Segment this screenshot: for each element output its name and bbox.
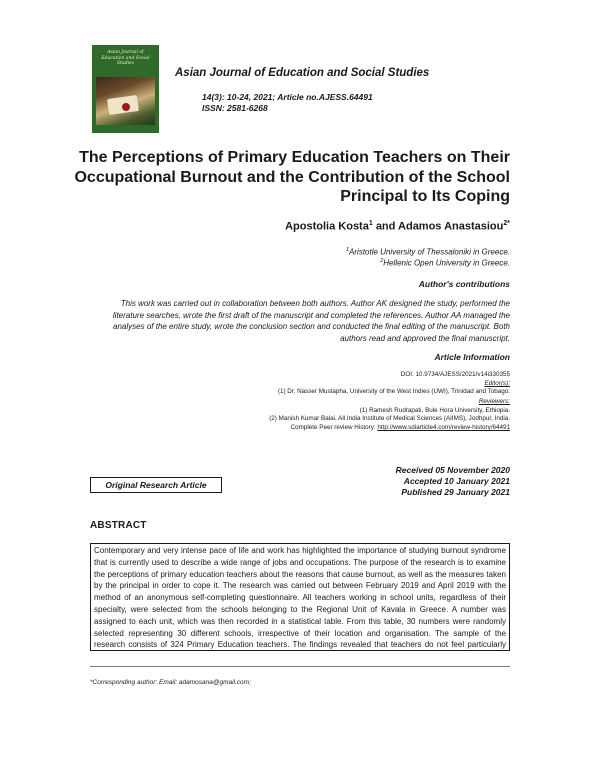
- reviewer-entry: (2) Manish Kumar Balai, All India Institute of Medical Sciences (AIIMS), Jodhpur, India.: [269, 415, 510, 422]
- editors-label: Editor(s):: [484, 380, 510, 387]
- abstract-text: Contemporary and very intense pace of life and work has highlighted the importance of studying burnout syndrome that is currently used to describe a wide range of jobs and occupations. The purpose of the research is to examine the perceptions of primary education teachers about the reasons that cause burnout, as well as the measures taken by the principal in order to cope it. The research was carried out between February 2019 and April 2019 with the method of an anonymous self-completing questionnaire. All teachers working in school units, regardless of their specialty, were selected from the schools belonging to the Regional Unit of Kavala in Greece. A number was assigned to each unit, which was then recorded in a statistical table. From this table, 30 numbers were randomly selected representing 30 different schools, irrespective of their location and organisation. The sample of the research consists of 324 Primary Education teachers. The findings revealed that teachers do not feel particularly: [94, 546, 506, 650]
- peer-review-prefix: Complete Peer review History:: [290, 424, 378, 431]
- author-superscript: 2*: [503, 220, 510, 227]
- corresponding-author-footnote: *Corresponding author: Email: adamosana@gmail.com;: [90, 679, 251, 686]
- author-superscript: 1: [368, 220, 373, 227]
- contributions-heading: Author's contributions: [418, 279, 510, 289]
- affiliation-text: Aristotle University of Thessaloniki in Greece.: [349, 247, 510, 257]
- article-type-badge: Original Research Article: [90, 477, 222, 493]
- author-name: Apostolia Kosta: [285, 220, 369, 233]
- peer-review-link[interactable]: http://www.sdiarticle4.com/review-history/64491: [377, 424, 510, 431]
- reviewers-label: Reviewers:: [478, 398, 510, 405]
- footnote-divider: [90, 666, 510, 667]
- affiliation-superscript: 2: [380, 258, 384, 264]
- article-info-heading: Article Information: [434, 352, 510, 362]
- cover-title: Asian Journal of Education and Social Studies: [101, 50, 150, 66]
- journal-name: Asian Journal of Education and Social Studies: [175, 67, 430, 79]
- affiliation: [346, 247, 510, 257]
- abstract-box: [90, 543, 510, 651]
- contributions-text: This work was carried out in collaboration between both authors. Author AK designed the study, performed the literature searches, wrote the first draft of the manuscript and completed the references. Author AA managed the analyses of the entire study, wrote the conclusion section and conducted the final editing of the manuscript. Both authors read and approved the final manuscript.: [112, 299, 510, 343]
- received-date: Received 05 November 2020: [395, 465, 510, 475]
- accepted-date: Accepted 10 January 2021: [403, 476, 510, 486]
- journal-cover-image: [92, 45, 159, 133]
- journal-issn: ISSN: 2581-6268: [202, 103, 268, 113]
- reviewer-entry: (1) Ramesh Rudrapati, Bule Hora University, Ethiopia.: [359, 407, 510, 414]
- affiliation-text: Hellenic Open University in Greece.: [383, 258, 510, 268]
- journal-citation: 14(3): 10-24, 2021; Article no.AJESS.64491: [202, 92, 373, 102]
- affiliation: [380, 258, 510, 268]
- author-list: [285, 220, 510, 233]
- doi: DOI: 10.9734/AJESS/2021/v14i330355: [400, 371, 510, 378]
- abstract-heading: ABSTRACT: [90, 520, 147, 531]
- cover-rose-illustration: [122, 103, 130, 111]
- editor-entry: (1) Dr. Nasser Mustapha, University of the West Indies (UWI), Trinidad and Tobago.: [277, 388, 510, 395]
- article-title: The Perceptions of Primary Education Teachers on Their Occupational Burnout and the Contribution of the School Principal to Its Coping: [74, 149, 510, 205]
- author-name: Adamos Anastasiou: [398, 220, 504, 233]
- published-date: Published 29 January 2021: [401, 487, 510, 497]
- author-joiner: and: [375, 220, 396, 233]
- affiliation-superscript: 1: [345, 247, 350, 253]
- peer-review-history: [291, 424, 510, 431]
